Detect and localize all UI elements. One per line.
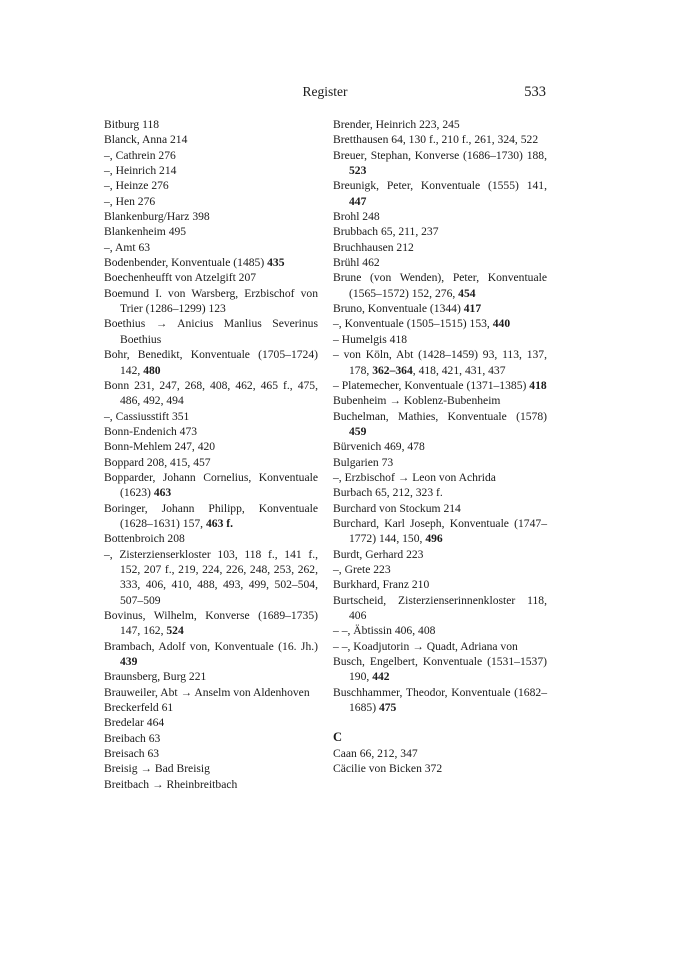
index-entry: Caan 66, 212, 347 <box>333 746 418 760</box>
index-entry: Burbach 65, 212, 323 f. <box>333 486 443 500</box>
index-entry: Bovinus, Wilhelm, Konverse (1689–1735) 147, 162, 524 <box>104 609 318 638</box>
index-entry: Brambach, Adolf von, Konventuale (16. Jh.) 439 <box>104 639 318 669</box>
index-entry: Breisig → Bad Breisig <box>104 762 210 776</box>
index-entry: –, Heinrich 214 <box>104 164 177 178</box>
index-entry: Blankenheim 495 <box>104 225 187 239</box>
index-entry: Burdt, Gerhard 223 <box>333 547 424 561</box>
index-entry: Bodenbender, Konventuale (1485) 435 <box>104 256 285 270</box>
index-entry: Boethius → Anicius Manlius Severinus Boethius <box>104 317 318 346</box>
index-entry: Brühl 462 <box>333 256 380 270</box>
index-entry: Buchelman, Mathies, Konventuale (1578) 459 <box>333 409 547 438</box>
index-entry: Bruchhausen 212 <box>333 240 414 254</box>
page-number: 533 <box>524 84 546 100</box>
index-entry: –, Erzbischof → Leon von Achrida <box>333 470 496 484</box>
index-entry: Brauweiler, Abt → Anselm von Aldenhoven <box>104 685 310 699</box>
index-entry: Breuer, Stephan, Konverse (1686–1730) 188, 523 <box>333 148 547 178</box>
index-entry: Burkhard, Franz 210 <box>333 578 430 592</box>
index-entry: –, Heinze 276 <box>104 179 169 193</box>
index-entry: –, Cassiusstift 351 <box>104 409 190 423</box>
index-entry: Bubenheim → Koblenz-Bubenheim <box>333 394 501 408</box>
index-entry: Burchard, Karl Joseph, Konventuale (1747–1772) 144, 150, 496 <box>333 516 547 546</box>
index-entry: Blankenburg/Harz 398 <box>104 210 210 224</box>
index-entry: – Humelgis 418 <box>333 332 408 346</box>
index-entry: Bulgarien 73 <box>333 455 394 469</box>
index-column-right <box>333 117 547 776</box>
index-entry: Bopparder, Johann Cornelius, Konventuale (1623) 463 <box>104 470 318 500</box>
index-entry: Buschhammer, Theodor, Konventuale (1682–1685) 475 <box>333 685 547 715</box>
index-entry: Breitbach → Rheinbreitbach <box>104 777 238 791</box>
index-entry: – –, Koadjutorin → Quadt, Adriana von <box>333 639 518 653</box>
index-column-left <box>104 117 318 792</box>
index-entry: Brune (von Wenden), Peter, Konventuale (1565–1572) 152, 276, 454 <box>333 271 547 300</box>
index-entry: Bohr, Benedikt, Konventuale (1705–1724) 142, 480 <box>104 348 318 377</box>
index-entry: Bonn-Mehlem 247, 420 <box>104 440 216 454</box>
index-entry: Bürvenich 469, 478 <box>333 440 425 454</box>
index-entry: Bonn 231, 247, 268, 408, 462, 465 f., 475, 486, 492, 494 <box>104 378 318 408</box>
index-entry: Boringer, Johann Philipp, Konventuale (1628–1631) 157, 463 f. <box>104 501 318 530</box>
section-letter: C <box>333 730 343 745</box>
index-entry: –, Zisterzienserkloster 103, 118 f., 141 f., 152, 207 f., 219, 224, 226, 248, 253, 262, 333, 406, 410, 488, 493, 499, 502–504, 507–509 <box>104 547 318 607</box>
index-entry: –, Konventuale (1505–1515) 153, 440 <box>333 317 511 331</box>
index-entry: Breunigk, Peter, Konventuale (1555) 141, 447 <box>333 179 547 208</box>
index-entry: Bonn-Endenich 473 <box>104 424 198 438</box>
index-entry: Burchard von Stockum 214 <box>333 501 461 515</box>
index-entry: Boemund I. von Warsberg, Erzbischof von Trier (1286–1299) 123 <box>104 286 318 316</box>
running-title: Register <box>302 84 348 99</box>
index-entry: Bitburg 118 <box>104 118 160 131</box>
index-entry: Braunsberg, Burg 221 <box>104 670 207 684</box>
index-entry: Cäcilie von Bicken 372 <box>333 762 443 776</box>
index-entry: Boechenheufft von Atzelgift 207 <box>104 271 257 285</box>
index-entry: –, Hen 276 <box>104 194 156 208</box>
index-entry: Boppard 208, 415, 457 <box>104 455 211 469</box>
index-entry: Breibach 63 <box>104 731 161 745</box>
index-entry: Busch, Engelbert, Konventuale (1531–1537) 190, 442 <box>333 655 547 684</box>
index-entry: Burtscheid, Zisterzienserinnenkloster 118, 406 <box>333 593 547 622</box>
index-entry: Breckerfeld 61 <box>104 701 174 715</box>
index-entry: – von Köln, Abt (1428–1459) 93, 113, 137, 178, 362–364, 418, 421, 431, 437 <box>333 348 547 377</box>
index-entry: –, Cathrein 276 <box>104 148 176 162</box>
index-entry: Bottenbroich 208 <box>104 532 185 546</box>
index-entry: Brubbach 65, 211, 237 <box>333 225 439 239</box>
index-entry: Blanck, Anna 214 <box>104 133 188 147</box>
index-entry: Brender, Heinrich 223, 245 <box>333 118 460 131</box>
index-entry: Bruno, Konventuale (1344) 417 <box>333 302 482 316</box>
index-entry: –, Amt 63 <box>104 240 151 254</box>
page-header <box>104 84 546 104</box>
index-entry: Bretthausen 64, 130 f., 210 f., 261, 324, 522 <box>333 133 539 147</box>
index-entry: Breisach 63 <box>104 747 160 761</box>
index-entry: –, Grete 223 <box>333 562 391 576</box>
index-entry: – Platemecher, Konventuale (1371–1385) 418 <box>333 378 547 392</box>
index-entry: – –, Äbtissin 406, 408 <box>333 624 436 638</box>
index-entry: Brohl 248 <box>333 210 380 224</box>
index-entry: Bredelar 464 <box>104 716 165 730</box>
